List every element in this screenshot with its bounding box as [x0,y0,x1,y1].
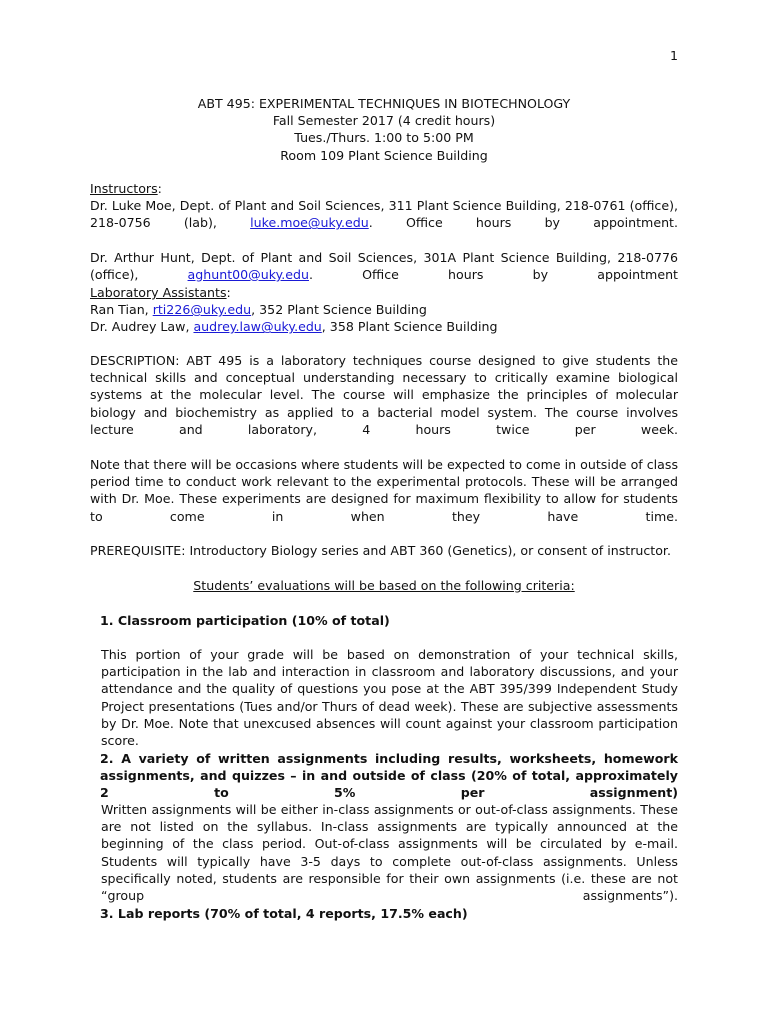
schedule-line: Tues./Thurs. 1:00 to 5:00 PM [294,130,474,146]
assistant-law: Dr. Audrey Law, audrey.law@uky.edu, 358 Plant Science Building [90,319,498,335]
note-paragraph: Note that there will be occasions where students will be expected to come in outside of class period time to conduct work relevant to the experimental protocols. These will be arranged with Dr. Moe. These experiments are designed for maximum flexibility to allow for students to come in when they have time. [90,457,678,524]
course-header [90,95,678,164]
criterion-2-heading: 2. A variety of written assignments including results, worksheets, homework assignments, and quizzes – in and outside of class (20% of total, approximately 2 to 5% per assignment) [100,751,678,801]
instructor-hunt: Dr. Arthur Hunt, Dept. of Plant and Soil Sciences, 301A Plant Science Building, 218-0776 (office), aghunt00@uky.edu. Office hours by appointment [90,249,678,283]
semester-line: Fall Semester 2017 (4 credit hours) [272,113,496,129]
description-paragraph: DESCRIPTION: ABT 495 is a laboratory techniques course designed to give students the technical skills and conceptual understanding necessary to critically examine biological systems at the molecular level. The course will emphasize the principles of molecular biology and biochemistry as applied to a bacterial model system. The course involves lecture and laboratory, 4 hours twice per week. [90,353,678,437]
assistants-heading: Laboratory Assistants: [90,285,231,300]
criterion-3-heading: 3. Lab reports (70% of total, 4 reports, 17.5% each) [100,906,468,921]
prerequisite-paragraph: PREREQUISITE: Introductory Biology series and ABT 360 (Genetics), or consent of instructor. [90,543,671,558]
criterion-1-body: This portion of your grade will be based on demonstration of your technical skills, participation in the lab and interaction in classroom and laboratory discussions, and your attendance and the quality of questions you pose at the ABT 395/399 Independent Study Project presentations (Tues and/or Thurs of dead week). These are subjective assessments by Dr. Moe. Note that unexcused absences will count against your classroom participation score. [101,647,678,749]
instructors-section [90,180,678,300]
criterion-2-body: Written assignments will be either in-class assignments or out-of-class assignments. These are not listed on the syllabus. In-class assignments are typically announced at the beginning of the class period. Out-of-class assignments will be circulated by e-mail. Students will typically have 3-5 days to complete out-of-class assignments. Unless specifically noted, students are responsible for their own assignments (i.e. these are not “group assignments”). [101,802,678,904]
assistant-tian: Ran Tian, rti226@uky.edu, 352 Plant Science Building [90,302,427,318]
course-title: ABT 495: EXPERIMENTAL TECHNIQUES IN BIOTECHNOLOGY [197,96,571,111]
room-line: Room 109 Plant Science Building [280,147,488,163]
instructors-heading: Instructors: [90,181,162,196]
criterion-1-heading: 1. Classroom participation (10% of total) [100,613,390,628]
instructor-moe: Dr. Luke Moe, Dept. of Plant and Soil Sciences, 311 Plant Science Building, 218-0761 (office), 218-0756 (lab), luke.moe@uky.edu. Office hours by appointment. [90,198,678,231]
email-link-hunt[interactable]: aghunt00@uky.edu [187,267,309,283]
assistants-section [90,284,678,336]
email-link-law[interactable]: audrey.law@uky.edu [193,319,322,335]
evaluations-heading: Students’ evaluations will be based on the following criteria: [193,578,575,593]
email-link-moe[interactable]: luke.moe@uky.edu [250,215,369,231]
page-number: 1 [669,48,678,63]
email-link-tian[interactable]: rti226@uky.edu [152,302,252,318]
